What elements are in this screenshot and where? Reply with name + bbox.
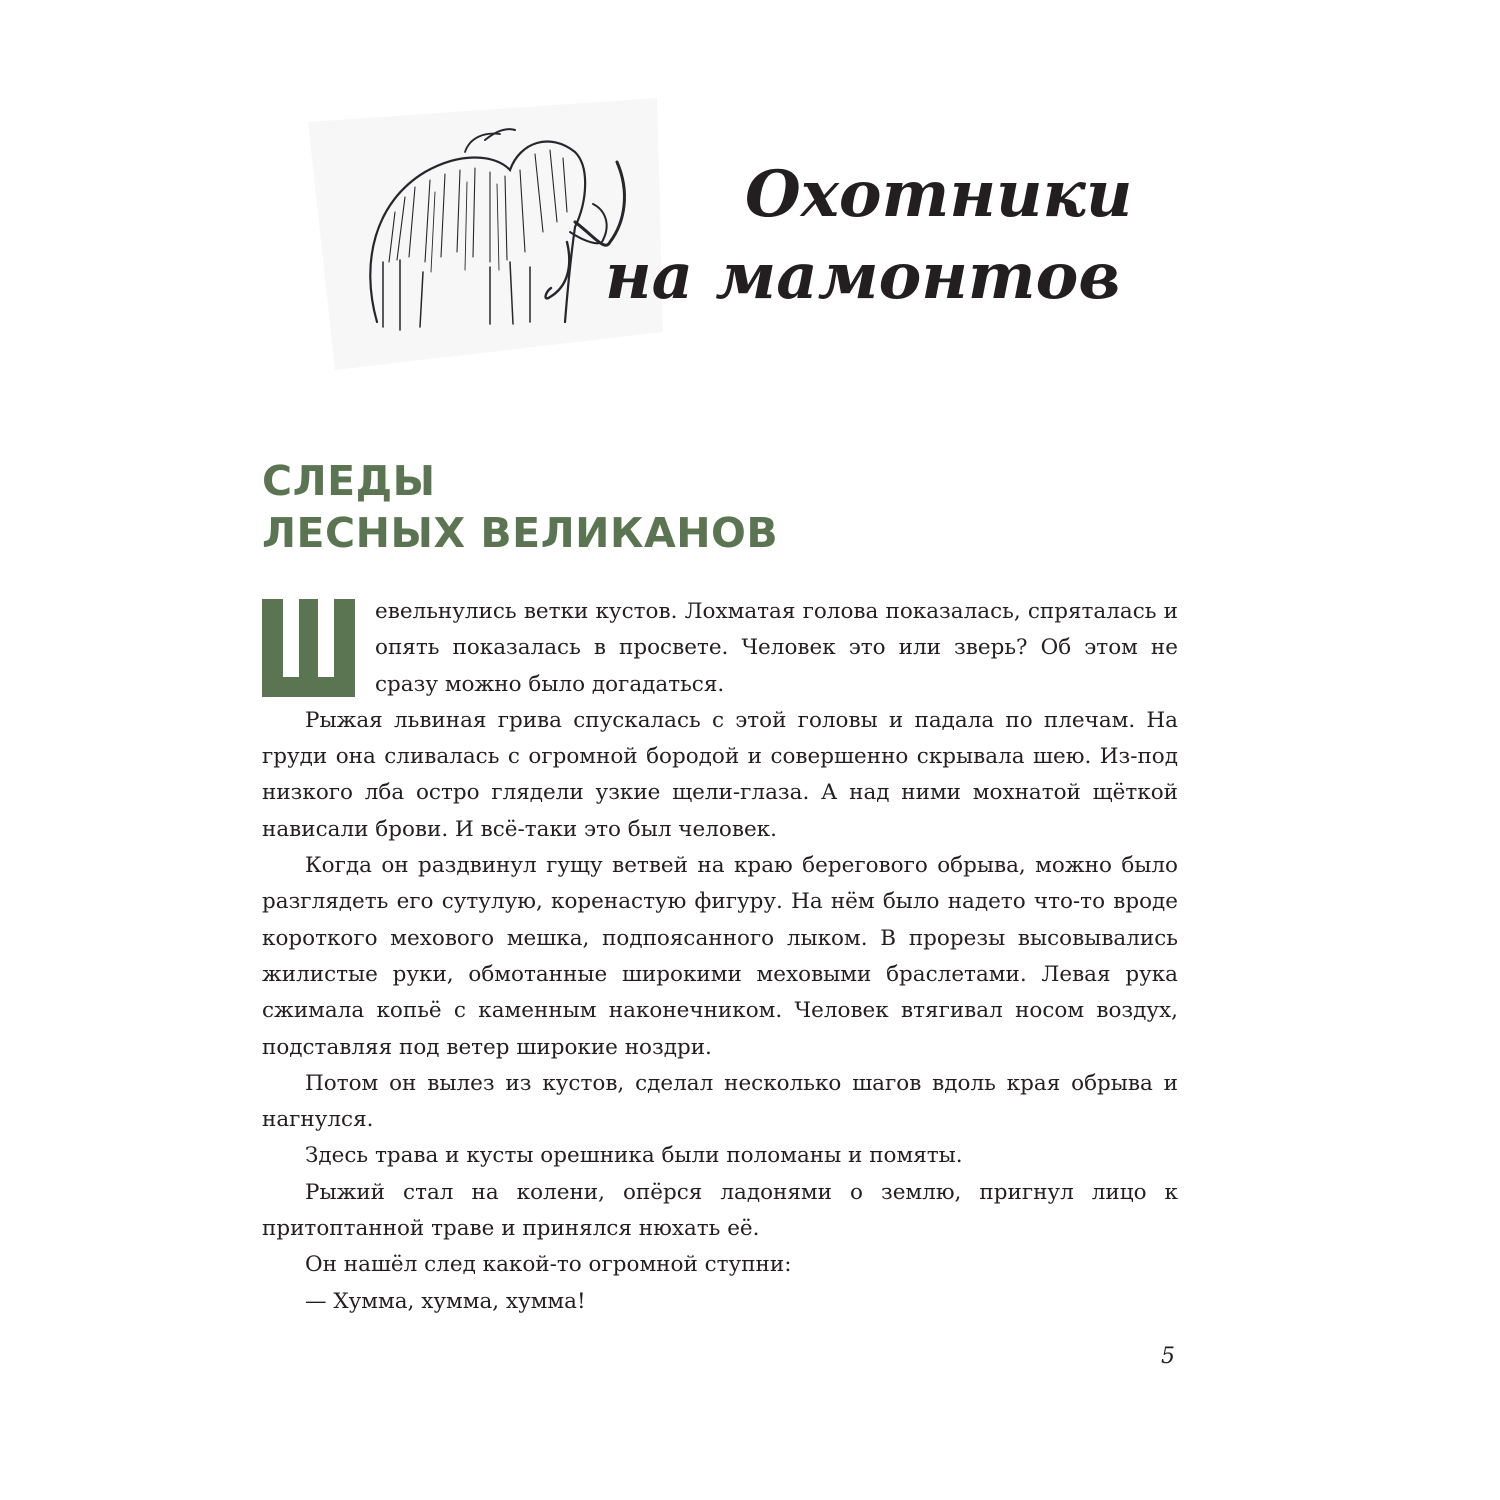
section-title-line1: СЛЕДЫ <box>262 457 436 505</box>
paragraph-4: Потом он вылез из кустов, сделал несколько шагов вдоль края обрыва и нагнулся. <box>262 1070 1178 1133</box>
paragraph-5: Здесь трава и кусты орешника были поломаны и помяты. <box>305 1143 963 1169</box>
page-number: 5 <box>1161 1344 1175 1369</box>
paragraph-7: Он нашёл след какой-то огромной ступни: <box>305 1252 792 1278</box>
paragraph-6: Рыжий стал на колени, опёрся ладонями о землю, пригнул лицо к притоптанной траве и принялся нюхать её. <box>262 1179 1178 1242</box>
chapter-title-line1: Охотники <box>745 157 1133 232</box>
chapter-title-line2: на мамонтов <box>605 239 1121 314</box>
body-text <box>262 594 1178 1320</box>
paragraph-2: Рыжая львиная грива спускалась с этой головы и падала по плечам. На груди она сливалась с огромной бородой и совершенно скрывала шею. Из-под низкого лба остро глядели узкие щели-глаза. А над ними мохнатой щёткой нависали брови. И всё-таки это был человек. <box>262 707 1178 842</box>
paragraph-8: — Хумма, хумма, хумма! <box>305 1288 586 1314</box>
paragraph-3: Когда он раздвинул гущу ветвей на краю берегового обрыва, можно было разглядеть его сутулую, коренастую фигуру. На нём было надето что-то вроде короткого мехового мешка, подпоясанного лыком. В прорезы высовывались жилистые руки, обмотанные широкими меховыми браслетами. Левая рука сжимала копьё с каменным наконечником. Человек втягивал носом воздух, подставляя под ветер широкие ноздри. <box>262 853 1178 1060</box>
paragraph-1: евельнулись ветки кустов. Лохматая голова показалась, спряталась и опять показалась в просвете. Человек это или зверь? Об этом не сразу можно было догадаться. <box>375 599 1178 697</box>
chapter-title <box>605 148 1133 328</box>
drop-cap-letter: Ш <box>307 689 309 690</box>
drop-cap <box>262 599 355 697</box>
section-title-line2: ЛЕСНЫХ ВЕЛИКАНОВ <box>262 509 779 557</box>
section-title <box>262 455 778 559</box>
